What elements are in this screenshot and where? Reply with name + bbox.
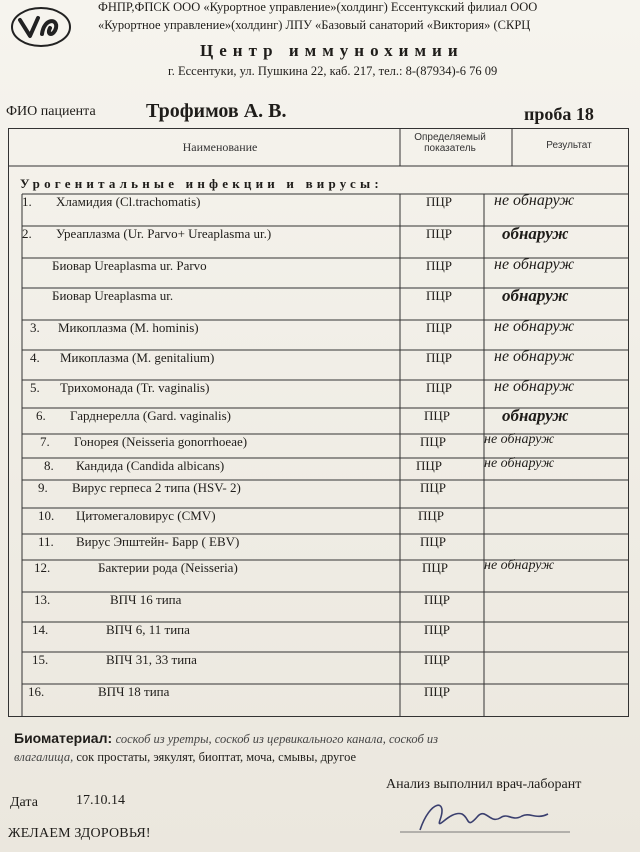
address: г. Ессентуки, ул. Пушкина 22, каб. 217, тел.: 8-(87934)-6 76 09 — [168, 64, 498, 78]
biomaterial-handwritten-2: влагалища, — [14, 750, 74, 764]
row-method: ПЦР — [424, 592, 451, 607]
row-name: Микоплазма (M. hominis) — [58, 320, 199, 335]
doctor-signature — [400, 790, 570, 840]
row-result: не обнаруж — [494, 378, 575, 395]
row-method: ПЦР — [426, 350, 453, 365]
row-result: не обнаруж — [494, 318, 575, 335]
row-name: Бактерии рода (Neisseria) — [98, 560, 238, 575]
clinic-logo-icon — [10, 6, 72, 48]
row-number: 3. — [30, 320, 40, 335]
date-label: Дата — [10, 795, 38, 810]
row-method: ПЦР — [426, 380, 453, 395]
row-method: ПЦР — [426, 320, 453, 335]
row-result: не обнаруж — [484, 432, 555, 447]
row-method: ПЦР — [420, 534, 447, 549]
row-name: ВПЧ 18 типа — [98, 684, 170, 699]
row-name: Хламидия (Cl.trachomatis) — [56, 194, 201, 209]
row-method: ПЦР — [420, 434, 447, 449]
row-name: Уреаплазма (Ur. Parvo+ Ureaplasma ur.) — [56, 226, 272, 241]
date-value: 17.10.14 — [76, 793, 125, 808]
row-name: Микоплазма (M. genitalium) — [60, 350, 215, 365]
row-number: 16. — [28, 684, 45, 699]
row-method: ПЦР — [426, 288, 453, 303]
row-method: ПЦР — [424, 408, 451, 423]
header-line-1: ФНПР,ФПСК ООО «Курортное управление»(холдинг) Ессентукский филиал ООО — [98, 0, 538, 14]
row-name: ВПЧ 6, 11 типа — [106, 622, 190, 637]
row-name: Вирус Эпштейн- Барр ( EBV) — [76, 534, 240, 549]
row-number: 13. — [34, 592, 51, 607]
wish-health: ЖЕЛАЕМ ЗДОРОВЬЯ! — [8, 826, 151, 841]
section-title: Урогенитальные инфекции и вирусы: — [20, 176, 383, 191]
row-name: Гарднерелла (Gard. vaginalis) — [70, 408, 231, 423]
row-name: Биовар Ureaplasma ur. Parvo — [52, 258, 207, 273]
row-method: ПЦР — [424, 652, 451, 667]
biomaterial-printed: сок простаты, эякулят, биоптат, моча, смывы, другое — [76, 750, 357, 764]
row-number: 14. — [32, 622, 49, 637]
row-method: ПЦР — [424, 622, 451, 637]
row-number: 11. — [38, 534, 54, 549]
row-number: 2. — [22, 226, 32, 241]
row-name: Трихомонада (Tr. vaginalis) — [60, 380, 210, 395]
biomaterial-line — [14, 730, 438, 748]
row-result: обнаруж — [502, 224, 569, 243]
analysis-performed-by: Анализ выполнил врач-лаборант — [386, 777, 582, 792]
row-number: 1. — [22, 194, 32, 209]
row-method: ПЦР — [426, 194, 453, 209]
row-number: 12. — [34, 560, 51, 575]
fio-label: ФИО пациента — [6, 104, 96, 119]
row-number: 8. — [44, 458, 54, 473]
row-method: ПЦР — [416, 458, 443, 473]
row-name: ВПЧ 16 типа — [110, 592, 182, 607]
column-header-result: Результат — [546, 140, 592, 151]
row-name: Кандида (Candida albicans) — [76, 458, 225, 473]
row-method: ПЦР — [422, 560, 449, 575]
row-result: обнаруж — [502, 286, 569, 305]
row-method: ПЦР — [426, 226, 453, 241]
biomaterial-handwritten-1: соскоб из уретры, соскоб из цервикального канала, соскоб из — [115, 732, 438, 746]
row-result: не обнаруж — [494, 192, 575, 209]
row-number: 7. — [40, 434, 50, 449]
column-header-name: Наименование — [182, 140, 258, 154]
sample-number: проба 18 — [524, 104, 594, 124]
row-number: 9. — [38, 480, 48, 495]
row-result: не обнаруж — [494, 348, 575, 365]
row-name: Цитомегаловирус (CMV) — [76, 508, 216, 523]
biomaterial-label: Биоматериал: — [14, 730, 113, 746]
row-result: не обнаруж — [494, 256, 575, 273]
column-header-indicator: Определяемый показатель — [414, 132, 486, 154]
header-line-2: «Курортное управление»(холдинг) ЛПУ «Базовый санаторий «Виктория» (СКРЦ — [98, 18, 531, 32]
row-name: Вирус герпеса 2 типа (HSV- 2) — [72, 480, 241, 495]
patient-name: Трофимов А. В. — [146, 100, 287, 122]
row-name: Биовар Ureaplasma ur. — [52, 288, 174, 303]
row-result: не обнаруж — [484, 558, 555, 573]
row-result: не обнаруж — [484, 456, 555, 471]
row-name: ВПЧ 31, 33 типа — [106, 652, 197, 667]
row-number: 6. — [36, 408, 46, 423]
row-method: ПЦР — [418, 508, 445, 523]
biomaterial-line-2 — [14, 750, 356, 765]
row-method: ПЦР — [424, 684, 451, 699]
row-method: ПЦР — [420, 480, 447, 495]
row-name: Гонорея (Neisseria gonorrhoeae) — [74, 434, 248, 449]
row-method: ПЦР — [426, 258, 453, 273]
row-number: 10. — [38, 508, 55, 523]
row-number: 5. — [30, 380, 40, 395]
center-title: Центр иммунохимии — [200, 41, 464, 60]
row-result: обнаруж — [502, 406, 569, 425]
row-number: 4. — [30, 350, 40, 365]
row-number: 15. — [32, 652, 49, 667]
